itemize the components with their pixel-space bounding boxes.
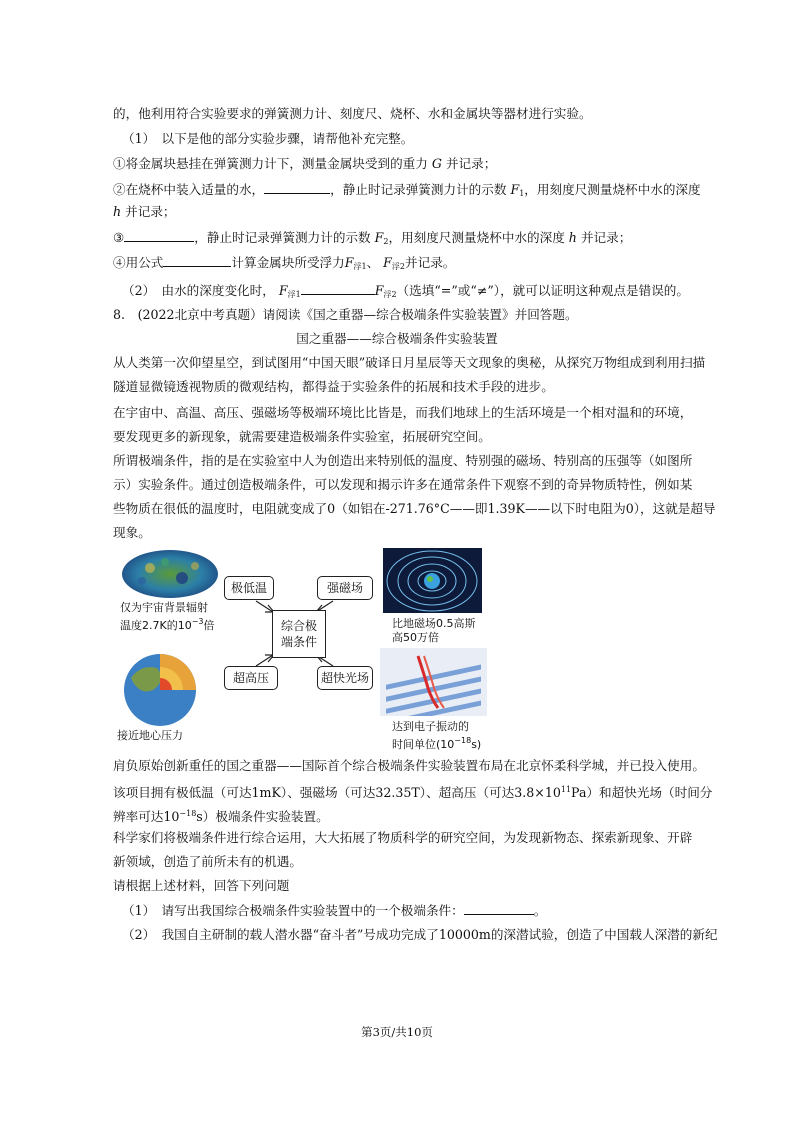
paragraph: 该项目拥有极低温（可达1mK）、强磁场（可达32.35T）、超高压（可达$3.8\times 10^{11}Pa$）和超快光场（时间分 [113, 785, 713, 800]
paragraph: 些物质在很低的温度时，电阻就变成了0（如铝在-271.76°C——即1.39K——以下时电阻为0），这就是超导 [113, 501, 716, 516]
magnetic-field-image [383, 548, 482, 613]
paragraph: 所谓极端条件，指的是在实验室中人为创造出来特别低的温度、特别强的磁场、特别高的压强等（如图所 [113, 453, 693, 468]
step-3: ③ ，静止时记录弹簧测力计的示数 $F_2$，用刻度尺测量烧杯中水的深度 h 并记录； [113, 230, 632, 246]
paragraph: 隧道显微镜透视物质的微观结构，都得益于实验条件的拓展和技术手段的进步。 [113, 379, 554, 394]
question-8: 8. (2022北京中考真题）请阅读《国之重器—综合极端条件实验装置》并回答题。 [113, 307, 578, 322]
magnetic-caption-line-1: 比地磁场0.5高斯 [392, 617, 476, 630]
center-box [272, 610, 326, 658]
paragraph: 肩负原始创新重任的国之重器——国际首个综合极端条件实验装置布局在北京怀柔科学城，并已投入使用。 [113, 758, 705, 773]
step-4: ④用公式 计算金属块所受浮力$F_{浮1}$、 $F_{浮2}$并记录。 [113, 255, 456, 271]
step-2: ②在烧杯中装入适量的水， ，静止时记录弹簧测力计的示数 $F_1$，用刻度尺测量烧杯中水的深度 [113, 182, 701, 198]
ultrafast-lattice-image [380, 648, 487, 716]
paragraph: 新领域，创造了前所未有的机遇。 [113, 854, 302, 869]
cmb-caption-line-1: 仅为宇宙背景辐射 [120, 601, 208, 614]
paragraph: 辨率可达$10^{-18}s$）极端条件实验装置。 [113, 809, 329, 824]
paragraph: 现象。 [113, 525, 151, 540]
paragraph: 要发现更多的新现象，就需要建造极端条件实验室，拓展研究空间。 [113, 429, 491, 444]
answer-blank[interactable] [163, 254, 231, 267]
center-label-line-1: 综合极 [280, 619, 317, 633]
question-part-1: （1） 以下是他的部分实验步骤，请帮他补充完整。 [122, 131, 414, 146]
cmb-caption-line-2: 温度2.7K的$10^{-3}$倍 [120, 617, 215, 632]
ultrafast-caption-line-1: 达到电子振动的 [392, 720, 469, 733]
step-2-cont: h 并记录； [113, 204, 176, 219]
paragraph: 在宇宙中、高温、高压、强磁场等极端环境比比皆是，而我们地球上的生活环境是一个相对温和的环境， [113, 405, 693, 420]
text-line: 的，他利用符合实验要求的弹簧测力计、刻度尺、烧杯、水和金属块等器材进行实验。 [113, 106, 592, 121]
box-ultrafast-light-field: 超快光场 [317, 666, 373, 690]
article-title: 国之重器——综合极端条件实验装置 [296, 331, 498, 346]
earth-cutaway-image [117, 650, 203, 728]
answer-blank[interactable] [124, 229, 194, 242]
instruction: 请根据上述材料，回答下列问题 [113, 878, 290, 893]
box-strong-magnetic-field: 强磁场 [317, 576, 373, 600]
sub-question-2: （2） 我国自主研制的载人潜水器“奋斗者”号成功完成了10000m的深潜试验，创造了中国载人深潜的新纪 [122, 927, 718, 942]
magnetic-caption-line-2: 高50万倍 [392, 631, 439, 644]
page-footer: 第3页/共10页 [361, 1025, 433, 1039]
question-part-2: （2） 由水的深度变化时， $F_{浮1}$ $F_{浮2}$（选填“=”或“≠”），就可以证明这种观点是错误的。 [122, 283, 689, 299]
box-ultra-high-pressure: 超高压 [224, 666, 278, 690]
center-label-line-2: 端条件 [280, 635, 317, 649]
answer-blank[interactable] [301, 282, 375, 295]
step-1: ①将金属块悬挂在弹簧测力计下，测量金属块受到的重力 G 并记录； [113, 156, 497, 171]
box-low-temperature: 极低温 [224, 576, 274, 600]
answer-blank[interactable] [464, 902, 534, 915]
paragraph: 科学家们将极端条件进行综合运用，大大拓展了物质科学的研究空间，为发现新物态、探索新现象、开辟 [113, 830, 693, 845]
earth-caption: 接近地心压力 [117, 729, 183, 742]
ultrafast-caption-line-2: 时间单位$(10^{-18}s)$ [392, 736, 482, 751]
cmb-map-image [120, 548, 220, 600]
paragraph: 示）实验条件。通过创造极端条件，可以发现和揭示许多在通常条件下观察不到的奇异物质特性，例如某 [113, 477, 693, 492]
paragraph: 从人类第一次仰望星空，到试图用“中国天眼”破译日月星辰等天文现象的奥秘，从探究万物组成到利用扫描 [113, 355, 706, 370]
sub-question-1: （1） 请写出我国综合极端条件实验装置中的一个极端条件： 。 [122, 903, 547, 918]
answer-blank[interactable] [264, 181, 330, 194]
